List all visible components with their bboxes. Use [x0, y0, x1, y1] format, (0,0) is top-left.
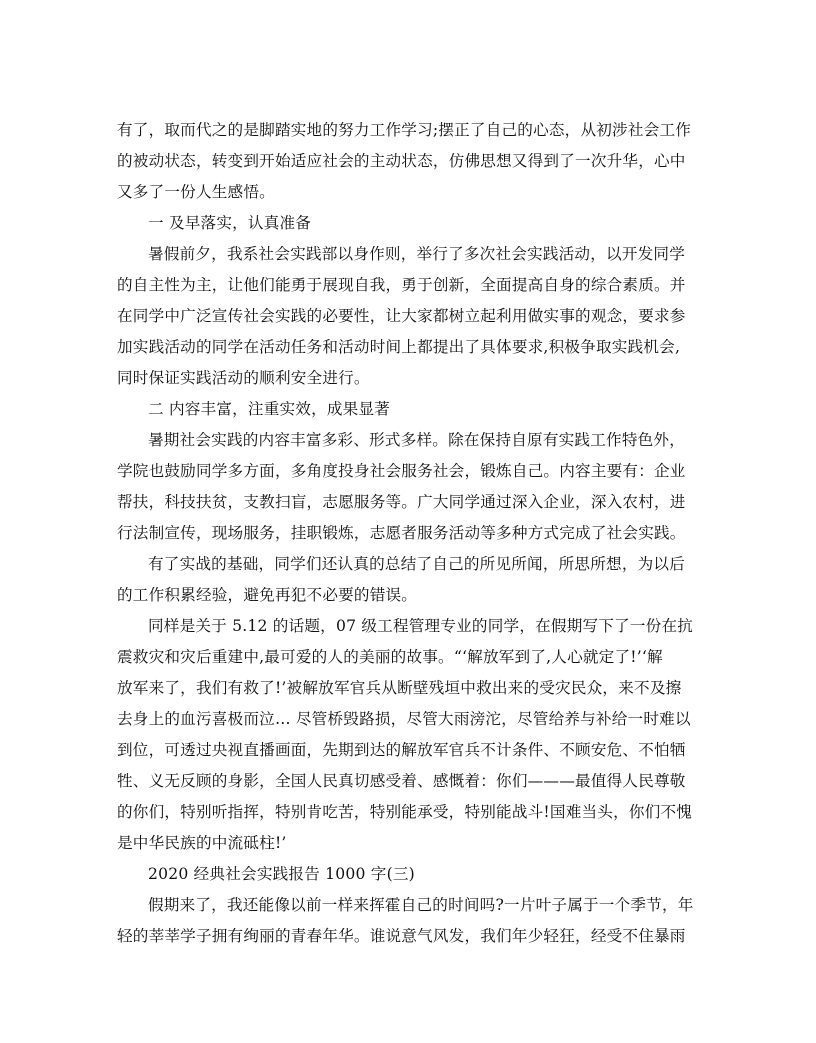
text-line: 假期来了，我还能像以前一样来挥霍自己的时间吗?一片叶子属于一个季节，年: [148, 896, 694, 914]
text-line: 行法制宣传，现场服务，挂职锻炼，志愿者服务活动等多种方式完成了社会实践。: [117, 524, 686, 542]
section-title: 2020 经典社会实践报告 1000 字(三): [148, 865, 415, 883]
text-line: 加实践活动的同学在活动任务和活动时间上都提出了具体要求,积极争取实践机会,: [117, 338, 681, 356]
text-line: 的你们，特别听指挥，特别肯吃苦，特别能承受，特别能战斗!国难当头，你们不愧: [117, 803, 693, 821]
text-line: 牲、义无反顾的身影，全国人民真切感受着、感慨着：你们———最值得人民尊敬: [117, 772, 686, 790]
text-line: 有了，取而代之的是脚踏实地的努力工作学习;摆正了自己的心态，从初涉社会工作: [117, 121, 692, 139]
text-line: 同样是关于 5.12 的话题，07 级工程管理专业的同学，在假期写下了一份在抗: [148, 617, 694, 635]
text-line: 暑假前夕，我系社会实践部以身作则，举行了多次社会实践活动，以开发同学: [148, 245, 685, 263]
text-line: 又多了一份人生感悟。: [117, 183, 275, 201]
text-line: 有了实战的基础，同学们还认真的总结了自己的所见所闻，所思所想，为以后: [148, 555, 685, 573]
text-line: 轻的莘莘学子拥有绚丽的青春年华。谁说意气风发，我们年少轻狂，经受不住暴雨: [117, 927, 686, 945]
section-heading: 一 及早落实，认真准备: [148, 214, 312, 232]
text-line: 震救灾和灾后重建中,最可爱的人的美丽的故事。“‘解放军到了,人心就定了!’‘解: [117, 648, 663, 666]
document-page: [117, 115, 700, 952]
text-line: 的工作积累经验，避免再犯不必要的错误。: [117, 586, 418, 604]
text-line: 的被动状态，转变到开始适应社会的主动状态，仿佛思想又得到了一次升华，心中: [117, 152, 686, 170]
text-line: 暑期社会实践的内容丰富多彩、形式多样。除在保持自原有实践工作特色外，: [148, 431, 685, 449]
text-line: 在同学中广泛宣传社会实践的必要性，让大家都树立起利用做实事的观念，要求参: [117, 307, 686, 325]
text-line: 的自主性为主，让他们能勇于展现自我，勇于创新，全面提高自身的综合素质。并: [117, 276, 686, 294]
section-heading: 二 内容丰富，注重实效，成果显著: [148, 400, 391, 418]
text-line: 到位，可透过央视直播画面，先期到达的解放军官兵不计条件、不顾安危、不怕牺: [117, 741, 686, 759]
text-line: 去身上的血污喜极而泣… 尽管桥毁路损，尽管大雨滂沱，尽管给养与补给一时难以: [117, 710, 691, 728]
text-line: 放军来了，我们有救了!’被解放军官兵从断壁残垣中救出来的受灾民众，来不及擦: [117, 679, 682, 697]
text-line: 同时保证实践活动的顺利安全进行。: [117, 369, 370, 387]
text-line: 学院也鼓励同学多方面，多角度投身社会服务社会，锻炼自己。内容主要有：企业: [117, 462, 686, 480]
text-line: 是中华民族的中流砥柱!’: [117, 834, 287, 852]
text-line: 帮扶，科技扶贫，支教扫盲，志愿服务等。广大同学通过深入企业，深入农村，进: [117, 493, 686, 511]
